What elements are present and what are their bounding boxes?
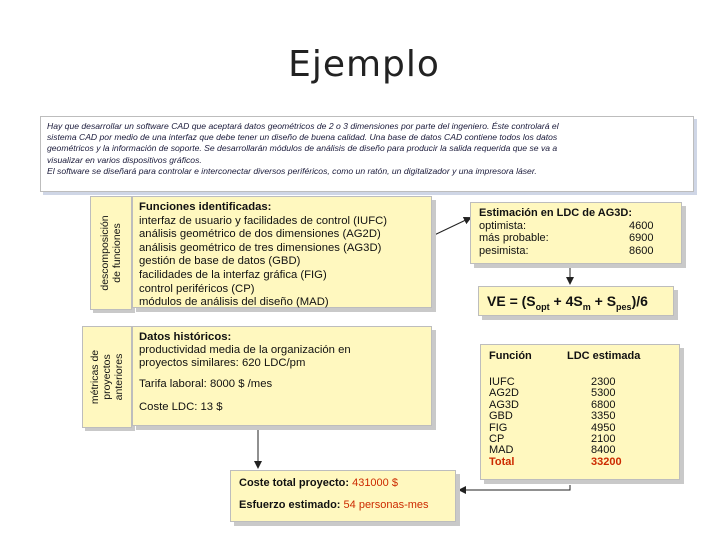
slide-title: Ejemplo: [288, 44, 440, 85]
coste-total-label: Coste total proyecto:: [239, 477, 350, 489]
esfuerzo-line: [239, 499, 447, 512]
problem-statement-line: Hay que desarrollar un software CAD que aceptará datos geométricos de 2 o 3 dimensiones por parte del ingeniero. Éste controlará el: [47, 121, 559, 131]
funcion-item: gestión de base de datos (GBD): [139, 255, 301, 268]
esfuerzo-value: 54 personas-mes: [343, 499, 429, 511]
table-cell-ldc: 2300: [591, 376, 616, 388]
table-total-label: Total: [489, 455, 515, 468]
table-header: [489, 351, 671, 365]
side-label-descomposicion: [90, 196, 132, 310]
formula-part: VE = (S: [487, 293, 536, 309]
table-cell-ldc: 6800: [591, 398, 616, 411]
side-label-line: descomposición: [99, 215, 111, 291]
esfuerzo-label: Esfuerzo estimado:: [239, 499, 341, 511]
table-header-ldc: LDC estimada: [567, 350, 641, 362]
formula-sub: pes: [616, 301, 632, 312]
historicos-line: productividad media de la organización en: [139, 344, 351, 356]
problem-statement-line: El software se diseñará para controlar e interconectar diversos periféricos, como un ratón, un digitalizador y una impresora láser.: [47, 165, 537, 176]
estimacion-heading: Estimación en LDC de AG3D:: [479, 207, 633, 219]
estimacion-row: [479, 220, 673, 233]
resultado-box: [230, 470, 456, 522]
table-total-row: [489, 457, 671, 468]
formula-sub: opt: [535, 301, 550, 312]
formula-part: + S: [590, 293, 617, 309]
historicos-line: proyectos similares: 620 LDC/pm: [139, 357, 306, 369]
table-cell-ldc: 2100: [591, 432, 616, 445]
estimacion-row: [479, 245, 673, 258]
table-row: [489, 445, 671, 456]
funcion-item: análisis geométrico de tres dimensiones (AG3D): [139, 241, 382, 254]
table-cell-ldc: 8400: [591, 444, 616, 457]
table-cell-ldc: 4950: [591, 421, 616, 434]
tarifa-laboral: Tarifa laboral: 8000 $ /mes: [139, 378, 273, 390]
table-row: [489, 434, 671, 445]
side-label-line: proyectos: [101, 354, 113, 400]
coste-total-value: 431000 $: [352, 477, 398, 489]
ldc-table-box: [480, 344, 680, 480]
coste-total-line: [239, 477, 447, 490]
side-label-line: de funciones: [111, 223, 123, 283]
estimacion-value: 6900: [629, 232, 654, 244]
coste-ldc: Coste LDC: 13 $: [139, 401, 223, 413]
funcion-item: módulos de análisis del diseño (MAD): [139, 296, 329, 309]
problem-statement-line: geométricos y la información de soporte. Se desarrollarán módulos de análisis de diseño para producir la salida requerida que se va a: [47, 143, 558, 154]
side-label-metricas: [82, 326, 132, 428]
funcion-item: facilidades de la interfaz gráfica (FIG): [139, 268, 327, 281]
estimacion-row: [479, 232, 673, 245]
table-cell-funcion: CP: [489, 432, 505, 445]
historicos-box: [132, 326, 432, 426]
table-cell-funcion: IUFC: [489, 376, 515, 388]
table-cell-ldc: 5300: [591, 387, 616, 400]
table-cell-funcion: FIG: [489, 421, 508, 434]
table-row: [489, 400, 671, 411]
formula-part: )/6: [631, 293, 648, 309]
problem-statement-line: sistema CAD por medio de una interfaz que debe tener un diseño de buena calidad. Una base de datos CAD contiene todos los datos: [47, 132, 558, 143]
side-label-line: anteriores: [113, 353, 125, 401]
table-cell-funcion: AG2D: [489, 387, 519, 400]
funcion-item: análisis geométrico de dos dimensiones (AG2D): [139, 228, 381, 241]
table-row: [489, 423, 671, 434]
table-cell-ldc: 3350: [591, 410, 616, 423]
formula-part: + 4S: [549, 293, 583, 309]
funciones-heading: Funciones identificadas:: [139, 201, 272, 213]
formula-sub: m: [582, 301, 591, 312]
table-row: [489, 411, 671, 422]
table-cell-funcion: AG3D: [489, 398, 519, 411]
table-header-funcion: Función: [489, 350, 532, 362]
funcion-item: interfaz de usuario y facilidades de control (IUFC): [139, 214, 388, 227]
estimacion-label: pesimista:: [479, 244, 529, 257]
ve-formula-box: [478, 286, 674, 316]
funciones-box: [132, 196, 432, 308]
historicos-heading: Datos históricos:: [139, 331, 232, 343]
side-label-line: métricas de: [89, 349, 101, 405]
estimacion-label: optimista:: [479, 219, 527, 232]
table-cell-funcion: GBD: [489, 410, 513, 423]
funcion-item: control periféricos (CP): [139, 282, 255, 295]
estimacion-label: más probable:: [479, 232, 549, 244]
estimacion-value: 4600: [629, 219, 654, 232]
problem-statement-line: visualizar en varios dispositivos gráficos.: [47, 154, 202, 165]
table-cell-funcion: MAD: [489, 444, 514, 457]
table-total-value: 33200: [591, 455, 622, 468]
estimacion-ag3d-box: [470, 202, 682, 264]
estimacion-value: 8600: [629, 244, 654, 257]
arrow-table-to-result: [460, 485, 570, 490]
